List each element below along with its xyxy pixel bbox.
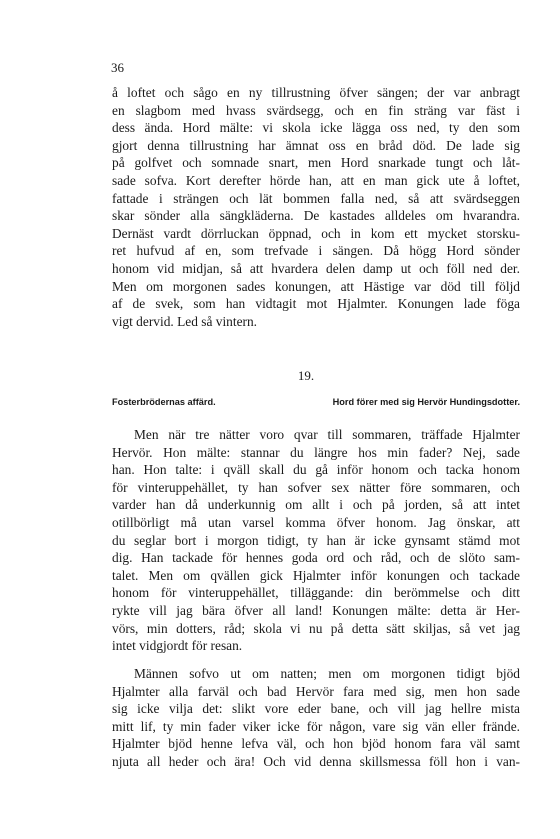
text-line: Männen sofvo ut om natten; men om morgonen tidigt bjöd bbox=[134, 666, 520, 681]
text-line: Men när tre nätter voro qvar till sommaren, träffade Hjalmter bbox=[134, 427, 520, 442]
text-line: han. Hon talte: i qväll skall du gå inför honom och tacka honom bbox=[112, 462, 520, 478]
text-line: vigt dervid. Led så vintern. bbox=[112, 313, 258, 329]
chapter-number: 19. bbox=[297, 368, 315, 383]
text-line: rykte vill jag bära öfver all land! Konungen mälte: detta är Her- bbox=[112, 602, 520, 618]
text-line: vörs, min dotters, råd; skola vi nu på detta sätt skiljas, så vet jag bbox=[112, 620, 520, 636]
text-line: Dernäst vardt dörrluckan öppnad, och in kom ett mycket storsku- bbox=[112, 225, 520, 241]
text-line: ret hufvud af en, som trefvade i sängen. Då högg Hord sönder bbox=[112, 243, 520, 259]
text-line: en slagbom med hvass svärdsegg, och en fin sträng var fäst i bbox=[112, 102, 520, 118]
paragraph-2 bbox=[112, 426, 520, 655]
text-line: njuta all heder och ära! Och vid denna skillsmessa föll hon i van- bbox=[112, 753, 520, 769]
text-line: gjort denna tillrustning har ämnat oss en bråd död. De lade sig bbox=[112, 137, 520, 153]
chapter-summary-left: Fosterbrödernas affärd. bbox=[112, 397, 216, 407]
text-line: Hjalmter alla farväl och bad Hervör fara med sig, men hon sade bbox=[112, 683, 520, 699]
text-line: fattade i strängen och lät bommen falla ned, så att svärdseggen bbox=[112, 190, 520, 206]
paragraph-3 bbox=[112, 665, 520, 771]
chapter-summary bbox=[112, 397, 520, 407]
text-line: honom vid midjan, så att hvardera delen damp ut och föll ned der. bbox=[112, 260, 520, 276]
text-line: varder han då underkunnig om allt i och på jorden, så att intet bbox=[112, 497, 520, 513]
text-line: otillbörligt må utan varsel komma öfver honom. Jag önskar, att bbox=[112, 514, 520, 530]
paragraph-1 bbox=[112, 84, 520, 330]
chapter-summary-right: Hord förer med sig Hervör Hundingsdotter. bbox=[332, 397, 520, 407]
text-line: honom för vinteruppehället, tilläggande: din berömmelse och ditt bbox=[112, 585, 520, 601]
text-line: sig icke vilja det: slikt vore eder bane, och vill jag hellre mista bbox=[112, 701, 520, 717]
text-line: mitt lif, ty min fader viker icke för någon, vare sig vän eller frände. bbox=[112, 718, 520, 734]
text-line: Hervör. Hon mälte: stannar du längre hos min fader? Nej, sade bbox=[112, 444, 520, 460]
text-line: på golfvet och somnade snart, men Hord snarkade tungt och låt- bbox=[112, 155, 520, 171]
text-line: å loftet och sågo en ny tillrustning öfver sängen; der var anbragt bbox=[112, 85, 520, 100]
text-line: dig. Han tackade för hennes goda ord och råd, och de slöto sam- bbox=[112, 550, 520, 566]
page-number: 36 bbox=[111, 60, 124, 75]
text-line: du seglar bort i morgon tidigt, ty han är icke gynsamt stämd mot bbox=[112, 532, 520, 548]
text-line: sade sofva. Kort derefter hörde han, att en man gick ute å loftet, bbox=[112, 172, 520, 188]
text-line: skar sönder alla sängkläderna. De kastades alldeles om hvarandra. bbox=[112, 208, 520, 224]
text-line: Hjalmter bjöd henne lefva väl, och hon bjöd honom fara väl samt bbox=[112, 736, 520, 752]
text-line: för vinteruppehället, ty han sofver sex nätter före sommaren, och bbox=[112, 479, 520, 495]
text-line: talet. Men om qvällen gick Hjalmter inför konungen och tackade bbox=[112, 567, 520, 583]
text-line: intet vidgjordt för resan. bbox=[112, 638, 243, 654]
text-line: dess ända. Hord mälte: vi skola icke lägga oss ned, ty den som bbox=[112, 120, 520, 136]
text-line: af de svek, som han vidtagit mot Hjalmter. Konungen lade föga bbox=[112, 296, 520, 312]
text-line: Men om morgonen sades konungen, att Hästige var död till följd bbox=[112, 278, 520, 294]
